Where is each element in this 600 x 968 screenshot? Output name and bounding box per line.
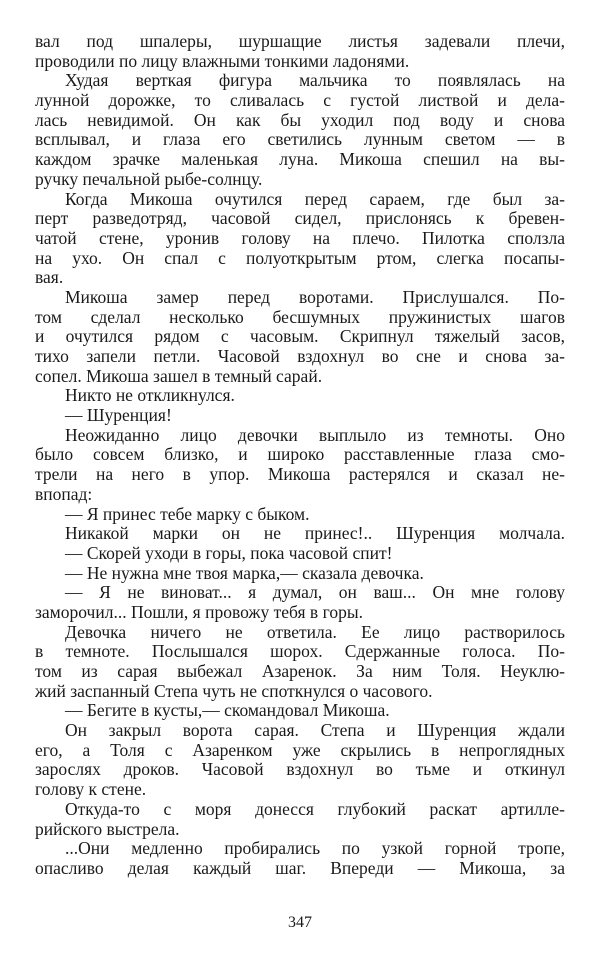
text-line: Никакой марки он не принес!.. Шуренция молчала. bbox=[65, 524, 565, 544]
text-line: зарослях дроков. Часовой вздохнул во тьме и откинул bbox=[35, 760, 565, 780]
text-line: было совсем близко, и широко расставленные глаза смо- bbox=[35, 445, 565, 465]
text-line: Он закрыл ворота сарая. Степа и Шуренция ждали bbox=[65, 721, 565, 741]
text-line: заморочил... Пошли, я провожу тебя в горы. bbox=[35, 602, 363, 622]
text-line: Когда Микоша очутился перед сараем, где был за- bbox=[65, 189, 565, 209]
text-line: — Бегите в кусты,— скомандовал Микоша. bbox=[65, 701, 390, 721]
text-line: каждом зрачке маленькая луна. Микоша спешил на вы- bbox=[35, 150, 565, 170]
text-line: Худая верткая фигура мальчика то появлялась на bbox=[65, 71, 565, 91]
text-line: его, а Толя с Азаренком уже скрылись в непроглядных bbox=[35, 740, 565, 760]
text-line: тихо запели петли. Часовой вздохнул во сне и снова за- bbox=[35, 347, 565, 366]
text-line: перт разведотряд, часовой сидел, прислонясь к бревен- bbox=[35, 209, 565, 229]
text-line: вая. bbox=[35, 268, 64, 288]
text-line: — Я принес тебе марку с быком. bbox=[65, 504, 310, 524]
text-line: рийского выстрела. bbox=[35, 819, 180, 839]
text-line: сопел. Микоша зашел в темный сарай. bbox=[35, 366, 323, 386]
text-line: ...Они медленно пробирались по узкой горной тропе, bbox=[65, 839, 565, 859]
text-line: и очутился рядом с часовым. Скрипнул тяжелый засов, bbox=[35, 327, 565, 347]
text-line: — Не нужна мне твоя марка,— сказала девочка. bbox=[65, 563, 424, 583]
text-line: — Шуренция! bbox=[65, 406, 172, 426]
text-line: лунной дорожке, то сливалась с густой листвой и дела- bbox=[35, 91, 565, 111]
text-line: Откуда-то с моря донесся глубокий раскат артилле- bbox=[65, 799, 565, 819]
page-number: 347 bbox=[288, 914, 312, 931]
text-line: голову к стене. bbox=[35, 780, 147, 800]
text-line: Микоша замер перед воротами. Прислушался. По- bbox=[65, 287, 565, 307]
text-line: на ухо. Он спал с полуоткрытым ртом, слегка посапы- bbox=[35, 248, 565, 268]
text-line: в темноте. Послышался шорох. Сдержанные голоса. По- bbox=[35, 642, 565, 662]
text-line: трели на него в упор. Микоша растерялся и сказал не- bbox=[35, 465, 565, 485]
text-line: опасливо делая каждый шаг. Впереди — Микоша, за bbox=[35, 858, 565, 878]
text-line: — Я не виноват... я думал, он ваш... Он мне голову bbox=[65, 583, 565, 603]
text-line: чатой стене, уронив голову на плечо. Пилотка сползла bbox=[35, 228, 565, 248]
text-line: ручку печальной рыбе-солнцу. bbox=[35, 169, 263, 189]
text-line: том из сарая выбежал Азаренок. За ним Толя. Неуклю- bbox=[35, 662, 565, 681]
text-line: том сделал несколько бесшумных пружинистых шагов bbox=[35, 307, 565, 327]
text-line: проводили по лицу влажными тонкими ладонями. bbox=[35, 51, 410, 71]
text-line: Неожиданно лицо девочки выплыло из темноты. Оно bbox=[65, 425, 565, 445]
text-line: лась невидимой. Он как бы уходил под воду и снова bbox=[35, 110, 565, 130]
text-line: — Скорей уходи в горы, пока часовой спит! bbox=[65, 543, 393, 563]
text-line: впопад: bbox=[35, 484, 93, 504]
text-line: вал под шпалеры, шуршащие листья задевали плечи, bbox=[35, 32, 565, 51]
text-line: жий заспанный Степа чуть не споткнулся о часового. bbox=[35, 681, 433, 701]
book-page-text bbox=[35, 32, 565, 879]
text-line: всплывал, и глаза его светились лунным светом — в bbox=[35, 130, 565, 150]
text-line: Никто не откликнулся. bbox=[65, 386, 235, 406]
text-line: Девочка ничего не ответила. Ее лицо растворилось bbox=[65, 622, 565, 642]
